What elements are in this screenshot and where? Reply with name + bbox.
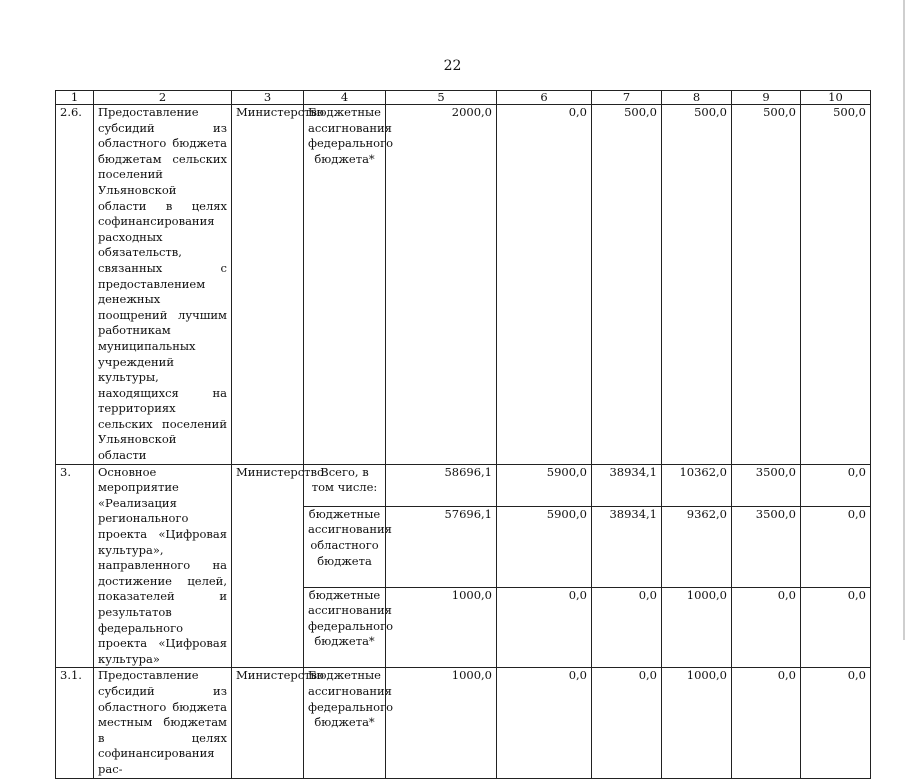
value-year: 0,0 — [801, 587, 871, 668]
column-header: 2 — [94, 91, 232, 105]
value-year: 0,0 — [732, 587, 801, 668]
funding-source: бюджетные ассигнования областного бюджета — [304, 506, 386, 587]
value-year: 500,0 — [662, 105, 732, 465]
funding-source: Бюджетные ассигнования федерального бюджета* — [304, 105, 386, 465]
row-executor: Министерство — [232, 668, 304, 778]
table-row — [56, 668, 871, 778]
value-year: 0,0 — [497, 668, 592, 778]
column-header: 5 — [386, 91, 497, 105]
funding-source: Бюджетные ассигнования федерального бюджета* — [304, 668, 386, 778]
row-number: 3. — [56, 464, 94, 668]
value-year: 0,0 — [732, 668, 801, 778]
value-year: 1000,0 — [662, 668, 732, 778]
value-year: 0,0 — [497, 105, 592, 465]
column-header: 7 — [592, 91, 662, 105]
column-header: 4 — [304, 91, 386, 105]
value-year: 0,0 — [592, 587, 662, 668]
value-total: 57696,1 — [386, 506, 497, 587]
value-year: 500,0 — [732, 105, 801, 465]
table-row — [56, 464, 871, 506]
value-year: 0,0 — [801, 668, 871, 778]
row-executor: Министерство — [232, 464, 304, 668]
value-total: 2000,0 — [386, 105, 497, 465]
value-total: 1000,0 — [386, 587, 497, 668]
value-year: 38934,1 — [592, 464, 662, 506]
funding-source: Всего, в том числе: — [304, 464, 386, 506]
row-description: Предоставление субсидий из областного бюджета местным бюджетам в целях софинансирования рас- — [94, 668, 232, 778]
column-header: 3 — [232, 91, 304, 105]
value-year: 0,0 — [497, 587, 592, 668]
row-number: 2.6. — [56, 105, 94, 465]
row-number: 3.1. — [56, 668, 94, 778]
value-total: 1000,0 — [386, 668, 497, 778]
value-year: 3500,0 — [732, 464, 801, 506]
value-year: 0,0 — [801, 464, 871, 506]
value-year: 5900,0 — [497, 506, 592, 587]
column-header: 8 — [662, 91, 732, 105]
column-header: 9 — [732, 91, 801, 105]
value-total: 58696,1 — [386, 464, 497, 506]
value-year: 0,0 — [592, 668, 662, 778]
column-header: 6 — [497, 91, 592, 105]
value-year: 1000,0 — [662, 587, 732, 668]
value-year: 500,0 — [801, 105, 871, 465]
value-year: 3500,0 — [732, 506, 801, 587]
budget-table — [55, 90, 871, 779]
column-header: 10 — [801, 91, 871, 105]
value-year: 9362,0 — [662, 506, 732, 587]
value-year: 500,0 — [592, 105, 662, 465]
row-executor: Министерство — [232, 105, 304, 465]
page-number: 22 — [443, 58, 462, 74]
table-row — [56, 105, 871, 465]
value-year: 0,0 — [801, 506, 871, 587]
funding-source: бюджетные ассигнования федерального бюджета* — [304, 587, 386, 668]
value-year: 38934,1 — [592, 506, 662, 587]
row-description: Предоставление субсидий из областного бюджета бюджетам сельских поселений Ульяновской области в целях софинансирования расходных обязательств, связанных с предоставлением денежных поощрений лучшим работникам муниципальных учреждений культуры, находящихся на территориях сельских поселений Ульяновской области — [94, 105, 232, 465]
column-number-row — [56, 91, 871, 105]
column-header: 1 — [56, 91, 94, 105]
value-year: 10362,0 — [662, 464, 732, 506]
row-description: Основное мероприятие «Реализация регионального проекта «Цифровая культура», направленного на достижение целей, показателей и результатов федерального проекта «Цифровая культура» — [94, 464, 232, 668]
value-year: 5900,0 — [497, 464, 592, 506]
